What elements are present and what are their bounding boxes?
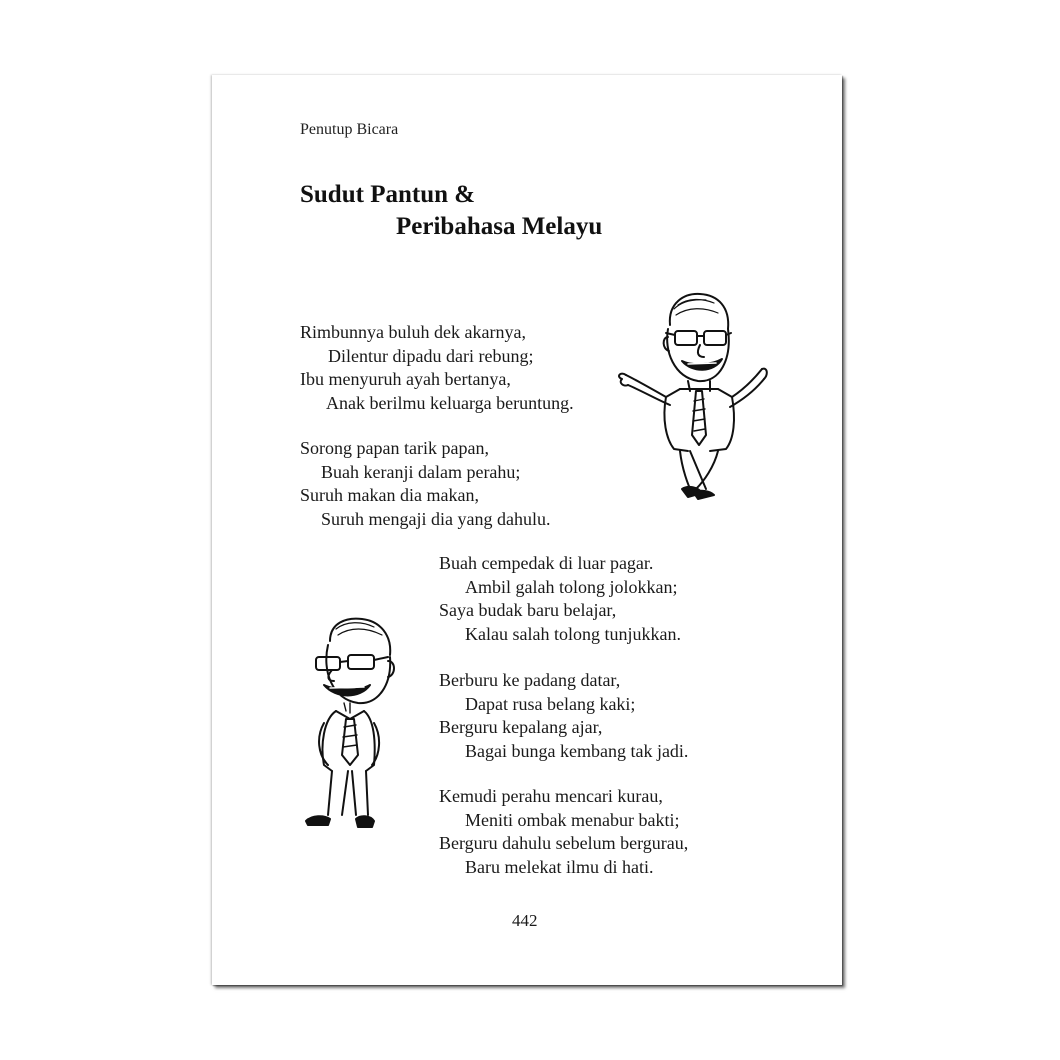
pantun-stanza-4	[439, 669, 688, 763]
pantun-line: Ibu menyuruh ayah bertanya,	[300, 369, 511, 389]
caricature-arms-open-icon	[618, 289, 768, 501]
pantun-stanza-3	[439, 552, 681, 646]
pantun-stanza-2	[300, 437, 550, 531]
book-page	[212, 75, 842, 985]
pantun-line: Berburu ke padang datar,	[439, 670, 621, 690]
pantun-line: Kalau salah tolong tunjukkan.	[465, 623, 681, 644]
pantun-stanza-1	[300, 321, 574, 415]
pantun-line: Buah keranji dalam perahu;	[321, 461, 521, 482]
pantun-line: Dapat rusa belang kaki;	[465, 693, 636, 714]
pantun-stanza-5	[439, 785, 688, 879]
page-title-line-1: Sudut Pantun &	[300, 181, 476, 208]
pantun-line: Sorong papan tarik papan,	[300, 438, 489, 458]
pantun-line: Berguru dahulu sebelum bergurau,	[439, 833, 689, 853]
pantun-line: Baru melekat ilmu di hati.	[465, 856, 654, 877]
page-title-line-2: Peribahasa Melayu	[396, 213, 603, 240]
pantun-line: Bagai bunga kembang tak jadi.	[465, 740, 689, 761]
pantun-line: Buah cempedak di luar pagar.	[439, 553, 654, 573]
page-number: 442	[512, 911, 538, 930]
pantun-line: Saya budak baru belajar,	[439, 600, 617, 620]
pantun-line: Kemudi perahu mencari kurau,	[439, 786, 663, 806]
section-label: Penutup Bicara	[300, 121, 399, 138]
pantun-line: Anak berilmu keluarga beruntung.	[326, 392, 574, 413]
pantun-line: Rimbunnya buluh dek akarnya,	[300, 322, 526, 342]
pantun-line: Dilentur dipadu dari rebung;	[328, 345, 534, 366]
pantun-line: Meniti ombak menabur bakti;	[465, 809, 680, 830]
pantun-line: Ambil galah tolong jolokkan;	[465, 576, 678, 597]
pantun-line: Suruh makan dia makan,	[300, 485, 479, 505]
pantun-line: Suruh mengaji dia yang dahulu.	[321, 508, 551, 529]
pantun-line: Berguru kepalang ajar,	[439, 717, 603, 737]
caricature-hands-in-pockets-icon	[302, 615, 412, 833]
